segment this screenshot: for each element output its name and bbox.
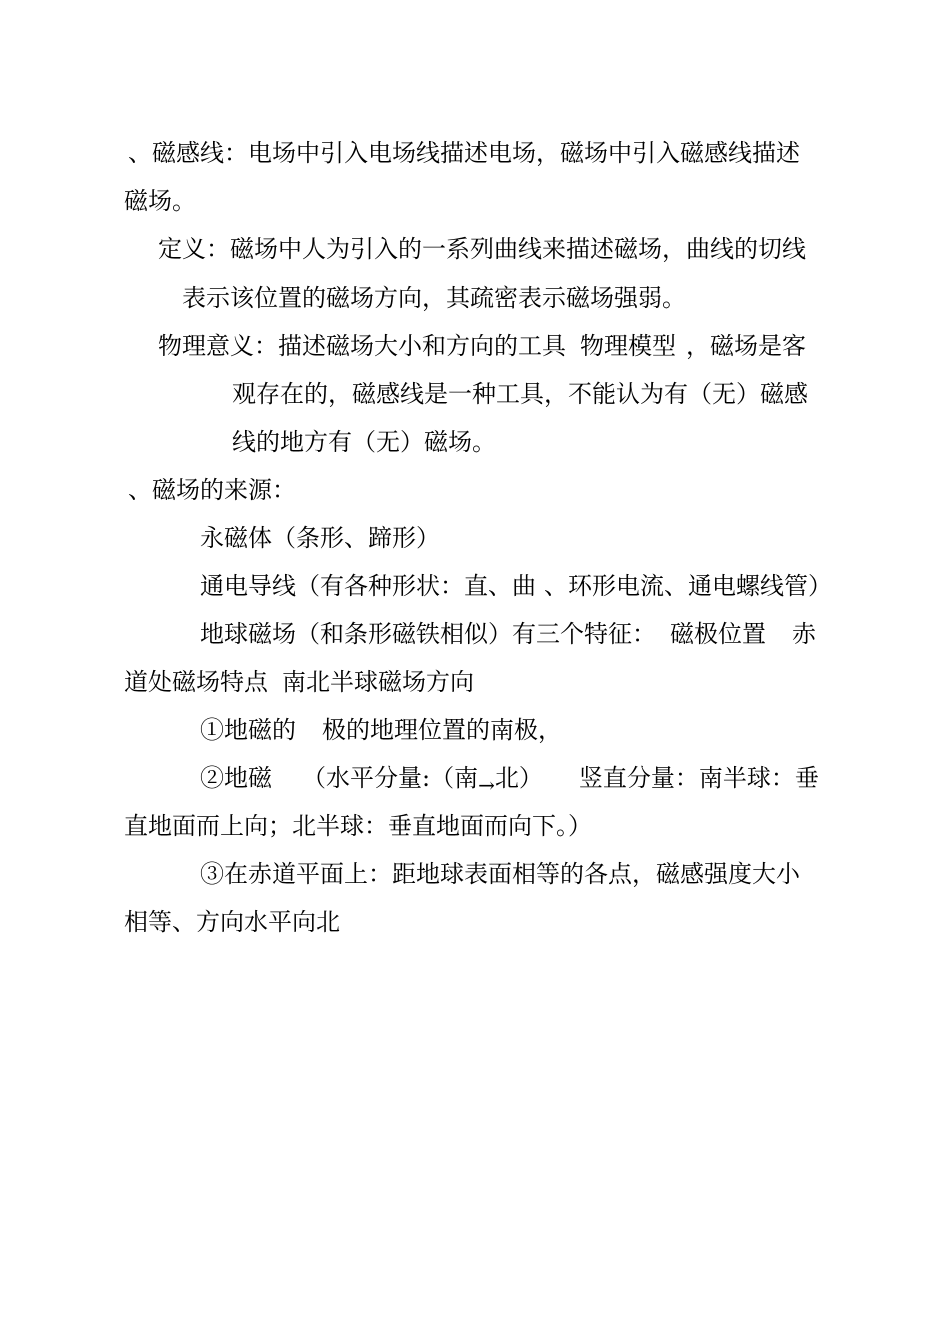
source-item-1: 永磁体（条形、蹄形） [200, 524, 440, 552]
source-item-2 [200, 570, 832, 602]
source-item-3-a: 地球磁场（和条形磁铁相似）有三个特征： [200, 620, 656, 648]
source-item-2-b: 、环形电流、通电螺线管） [544, 572, 832, 600]
definition-line-2: 表示该位置的磁场方向，其疏密表示磁场强弱。 [182, 284, 686, 312]
earth-feature-1-b: 极的地理位置的南极， [322, 716, 562, 744]
source-item-3-cont-a: 道处磁场特点 [124, 668, 268, 696]
earth-feature-2-c: 北） [494, 764, 543, 792]
earth-feature-1 [200, 714, 562, 746]
section1-heading-cont: 磁场。 [124, 187, 196, 215]
arrow-icon: → [478, 773, 495, 797]
earth-feature-2-a: ②地磁 [200, 764, 272, 792]
section1-heading: 、磁感线：电场中引入电场线描述电场，磁场中引入磁感线描述 [128, 139, 800, 167]
source-item-2-a: 通电导线（有各种形状：直、曲 [200, 572, 536, 600]
meaning-line-2: 观存在的，磁感线是一种工具，不能认为有（无）磁感 [232, 380, 808, 408]
source-item-3 [200, 618, 816, 650]
meaning-line-3: 线的地方有（无）磁场。 [232, 428, 496, 456]
meaning-line-1 [158, 330, 806, 362]
source-item-3-cont [124, 666, 474, 698]
definition-line-1: 定义：磁场中人为引入的一系列曲线来描述磁场，曲线的切线 [158, 235, 806, 263]
source-item-3-cont-b: 南北半球磁场方向 [282, 668, 474, 696]
source-item-3-b: 磁极位置 [670, 620, 766, 648]
earth-feature-3-cont: 相等、方向水平向北 [124, 908, 340, 936]
earth-feature-3: ③在赤道平面上：距地球表面相等的各点，磁感强度大小 [200, 860, 800, 888]
section2-heading: 、磁场的来源： [128, 476, 296, 504]
source-item-3-c: 赤 [792, 620, 816, 648]
earth-feature-2-cont: 直地面而上向；北半球：垂直地面而向下。） [124, 812, 592, 840]
earth-feature-2 [200, 762, 819, 795]
earth-feature-2-b: （水平分量:（南 [302, 764, 479, 792]
earth-feature-1-a: ①地磁的 [200, 716, 296, 744]
earth-feature-2-d: 竖直分量：南半球：垂 [578, 764, 819, 792]
meaning-part-a: 物理意义：描述磁场大小和方向的工具 [158, 332, 566, 360]
meaning-part-b: 物理模型 [580, 332, 676, 360]
meaning-part-c: ，磁场是客 [686, 332, 806, 360]
